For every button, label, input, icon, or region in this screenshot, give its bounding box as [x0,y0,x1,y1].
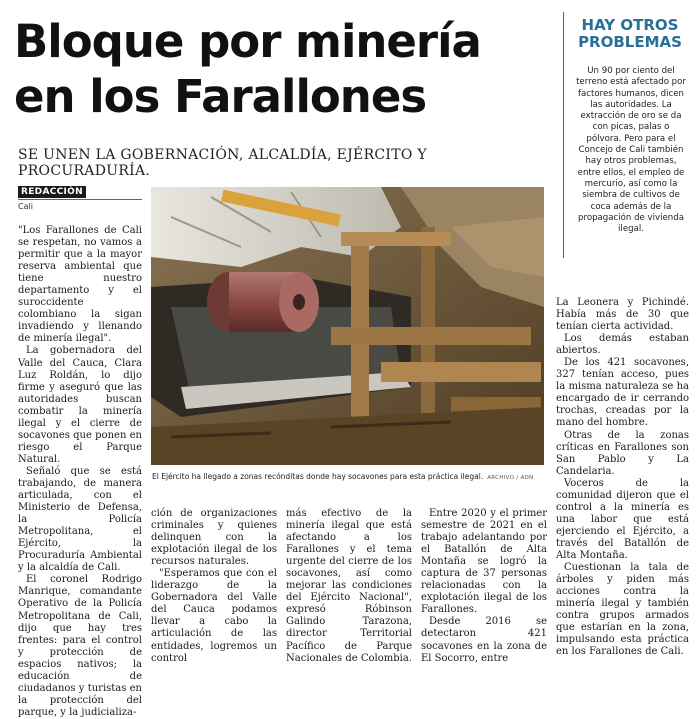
mine-photo-illustration [151,187,544,465]
headline-line-2: en los Farallones [14,70,427,123]
article-column-4 [421,508,547,665]
paragraph: ción de organizaciones criminales y quienes delinquen con la explotación ilegal de los recursos naturales. [151,508,277,568]
paragraph: Los demás estaban abiertos. [556,333,689,357]
caption-text: El Ejército ha llegado a zonas recónditas donde hay socavones para esta práctica ilegal. [152,472,484,481]
paragraph: "Los Farallones de Cali se respetan, no vamos a permitir que a la mayor reserva ambiental que tiene nuestro departamento y el suroccidente colombiano la sigan invadiendo y llenando de minería ilegal". [18,225,142,345]
subheadline: SE UNEN LA GOBERNACIÓN, ALCALDÍA, EJÉRCITO Y PROCURADURÍA. [18,147,427,179]
mine-photo [151,187,544,465]
paragraph: De los 421 socavones, 327 tenían acceso, pues la misma naturaleza se ha encargado de ir cerrando trochas, creadas por la mano del hombre. [556,357,689,429]
photo-credit: ARCHIVO / ADN [487,475,534,481]
article-column-1 [18,225,142,719]
sidebar-title-line-1: HAY OTROS [581,16,679,34]
paragraph: más efectivo de la minería ilegal que está afectando a los Farallones y el tema urgente del cierre de los socavones, así como mejorar las condiciones del Ejército Nacional", expresó Róbinson Galindo Tarazona, director Territorial Pacífico de Parque Nacionales de Colombia. [286,508,412,664]
paragraph: Desde 2016 se detectaron 421 socavones en la zona de El Socorro, entre [421,616,547,664]
sidebar-body: Un 90 por ciento del terreno está afectado por factores humanos, dicen las autoridades. La extracción de oro se da con picas, palas o pólvora. Pero para el Concejo de Cali también hay otros problemas, entre ellos, el empleo de mercurio, así como la siembra de cultivos de coca además de la propagación de vivienda ilegal. [576,66,686,235]
paragraph: Otras de la zonas críticas en Farallones son San Pablo y La Candelaria. [556,429,689,477]
article-column-2 [151,508,277,665]
headline-line-1: Bloque por minería [14,15,481,68]
byline-city: Cali [18,202,33,211]
paragraph: Señaló que se está trabajando, de manera articulada, con el Ministerio de Defensa, la Policía Metropolitana, el Ejército, la Procuraduría Ambiental y la alcaldía de Cali. [18,465,142,574]
paragraph: "Esperamos que con el liderazgo de la Gobernadora del Valle del Cauca podamos llevar a cabo la articulación de las entidades, logremos un control [151,568,277,664]
headline [14,14,554,124]
byline-tag: REDACCIÓN [18,186,86,198]
paragraph: Voceros de la comunidad dijeron que el control a la minería es una labor que está ejerciendo el Ejército, a través del Batallón de Alta Montaña. [556,477,689,561]
article-column-3 [286,508,412,665]
paragraph: El coronel Rodrigo Manrique, comandante Operativo de la Policía Metropolitana de Cali, dijo que hay tres frentes: para el control y protección de espacios nativos; la educación de ciudadanos y turistas en la protección del parque, y la judicializa- [18,574,142,718]
paragraph: Entre 2020 y el primer semestre de 2021 en el trabajo adelantando por el Batallón de Alta Montaña se logró la captura de 37 personas relacionadas con la explotación ilegal de los Farallones. [421,508,547,616]
sidebar-box [563,12,691,258]
sidebar-title-line-2: PROBLEMAS [578,33,682,51]
paragraph: Cuestionan la tala de árboles y piden más acciones contra la minería ilegal y también contra grupos armados que estarían en la zona, impulsando esta práctica en los Farallones de Cali. [556,562,689,658]
photo-caption [152,472,547,481]
byline-divider [18,199,142,200]
sidebar-title [572,17,688,51]
article-column-5 [556,297,689,658]
paragraph: La gobernadora del Valle del Cauca, Clara Luz Roldán, lo dijo firme y aseguró que las autoridades buscan combatir la minería ilegal y el cierre de socavones que ponen en riesgo el Parque Natural. [18,345,142,465]
paragraph: La Leonera y Pichindé. Había más de 30 que tenían cierta actividad. [556,297,689,333]
